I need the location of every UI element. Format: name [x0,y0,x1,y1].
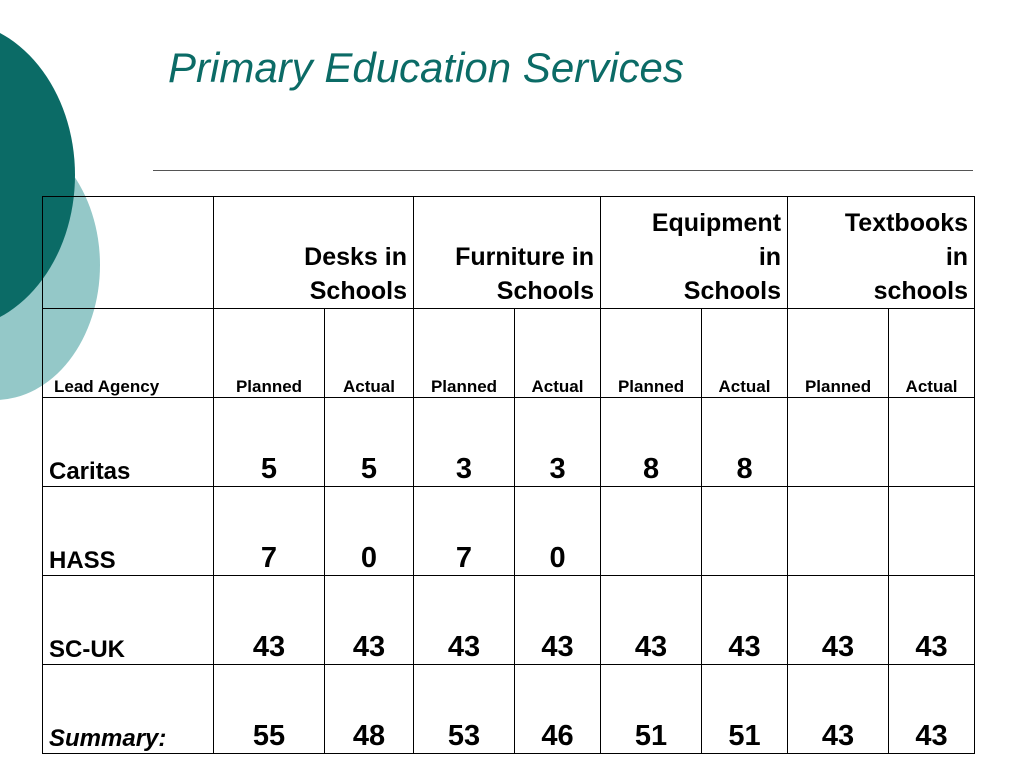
table-cell [788,487,889,576]
table-cell [702,487,788,576]
table-cell: 8 [601,398,702,487]
table-cell [788,398,889,487]
sub-header-furniture-planned: Planned [414,309,515,398]
table-cell: 55 [214,665,325,754]
table-cell: 3 [515,398,601,487]
table-cell: 43 [788,576,889,665]
sub-header-furniture-actual: Actual [515,309,601,398]
agency-name: HASS [43,487,214,576]
sub-header-lead-agency: Lead Agency [43,309,214,398]
agency-name: Caritas [43,398,214,487]
table-cell: 5 [214,398,325,487]
table-cell: 43 [702,576,788,665]
table-cell: 43 [325,576,414,665]
table-cell: 43 [788,665,889,754]
sub-header-row [43,309,975,398]
table-cell: 51 [702,665,788,754]
table-cell: 43 [601,576,702,665]
table-row-caritas [43,398,975,487]
table-cell: 3 [414,398,515,487]
table-cell: 8 [702,398,788,487]
sub-header-textbooks-actual: Actual [889,309,975,398]
table-cell: 43 [889,576,975,665]
table-cell [601,487,702,576]
table-row-summary [43,665,975,754]
table-row-sc-uk [43,576,975,665]
sub-header-equipment-actual: Actual [702,309,788,398]
group-header-textbooks: Textbooks in schools [788,197,975,309]
table-cell: 43 [414,576,515,665]
sub-header-desks-planned: Planned [214,309,325,398]
table-cell: 0 [325,487,414,576]
summary-label: Summary: [43,665,214,754]
table-cell: 48 [325,665,414,754]
page-title: Primary Education Services [168,44,684,91]
group-header-desks: Desks in Schools [214,197,414,309]
sub-header-desks-actual: Actual [325,309,414,398]
sub-header-equipment-planned: Planned [601,309,702,398]
table-cell: 43 [214,576,325,665]
group-header-furniture: Furniture in Schools [414,197,601,309]
empty-header-cell [43,197,214,309]
group-header-equipment: Equipment in Schools [601,197,788,309]
table-cell: 5 [325,398,414,487]
table-cell: 7 [414,487,515,576]
group-header-row [43,197,975,309]
table-row-hass [43,487,975,576]
table-cell: 7 [214,487,325,576]
services-table [42,196,975,754]
table-cell [889,487,975,576]
table-cell: 43 [515,576,601,665]
table-cell: 46 [515,665,601,754]
table-cell: 0 [515,487,601,576]
sub-header-textbooks-planned: Planned [788,309,889,398]
agency-name: SC-UK [43,576,214,665]
table-cell [889,398,975,487]
table-cell: 53 [414,665,515,754]
table-cell: 43 [889,665,975,754]
title-divider [153,170,973,171]
table-cell: 51 [601,665,702,754]
